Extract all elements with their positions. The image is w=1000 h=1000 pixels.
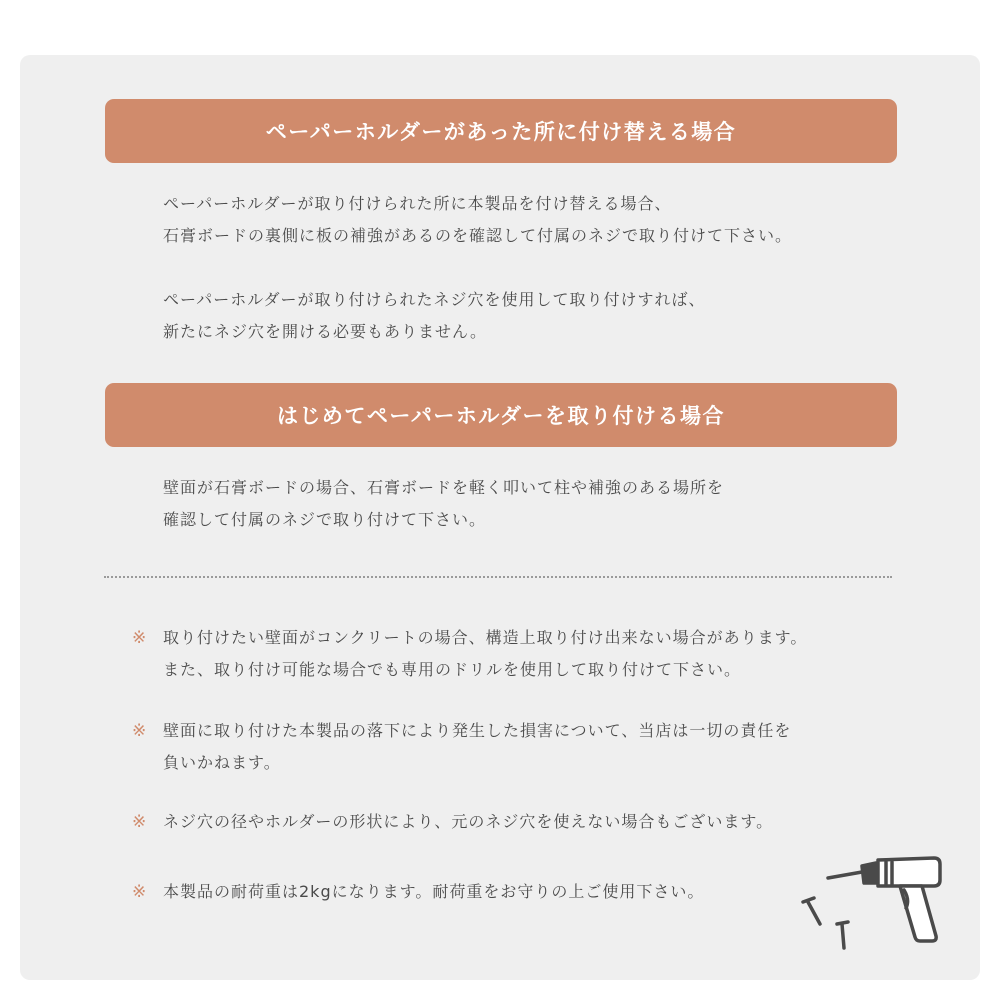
replace-paragraph-1 [163,188,943,252]
text-line: 確認して付属のネジで取り付けて下さい。 [163,510,487,529]
dotted-divider [104,576,892,578]
drill-icon [800,850,950,960]
note-line: また、取り付け可能な場合でも専用のドリルを使用して取り付けて下さい。 [163,660,742,679]
text-line: ペーパーホルダーが取り付けられた所に本製品を付け替える場合、 [163,194,672,213]
text-line: ペーパーホルダーが取り付けられたネジ穴を使用して取り付けすれば、 [163,290,706,309]
new-install-paragraph [163,472,943,536]
text-line: 新たにネジ穴を開ける必要もありません。 [163,322,487,341]
reference-mark: ※ [132,628,148,648]
note-line: 取り付けたい壁面がコンクリートの場合、構造上取り付け出来ない場合があります。 [163,628,808,647]
note-line: 本製品の耐荷重は2kgになります。耐荷重をお守りの上ご使用下さい。 [163,882,705,901]
replace-paragraph-2 [163,284,943,348]
text-line: 壁面が石膏ボードの場合、石膏ボードを軽く叩いて柱や補強のある場所を [163,478,725,497]
reference-mark: ※ [132,882,148,902]
section-heading-new-install: はじめてペーパーホルダーを取り付ける場合 [105,383,897,447]
note-line: ネジ穴の径やホルダーの形状により、元のネジ穴を使えない場合もございます。 [163,812,774,831]
note-line: 壁面に取り付けた本製品の落下により発生した損害について、当店は一切の責任を [163,721,792,740]
reference-mark: ※ [132,812,148,832]
note-line: 負いかねます。 [163,753,281,772]
text-line: 石膏ボードの裏側に板の補強があるのを確認して付属のネジで取り付けて下さい。 [163,226,793,245]
reference-mark: ※ [132,721,148,741]
section-heading-replace: ペーパーホルダーがあった所に付け替える場合 [105,99,897,163]
